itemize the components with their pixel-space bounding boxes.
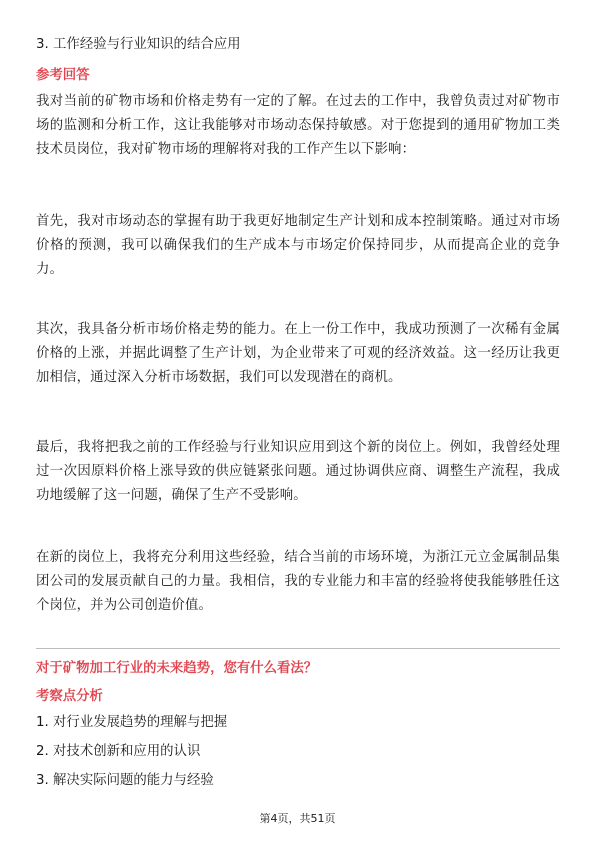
answer-paragraph-1: 我对当前的矿物市场和价格走势有一定的了解。在过去的工作中，我曾负责过对矿物市场的监测和分析工作，这让我能够对市场动态保持敏感。对于您提到的通用矿物加工类技术员岗位，我对矿物市场的理解将对我的工作产生以下影响： [36, 94, 560, 157]
reference-answer-heading: 参考回答 [36, 68, 90, 83]
analysis-item-3: 3. 解决实际问题的能力与经验 [36, 773, 214, 788]
question-title: 对于矿物加工行业的未来趋势，您有什么看法？ [36, 661, 318, 676]
answer-paragraph-5: 在新的岗位上，我将充分利用这些经验，结合当前的市场环境，为浙江元立金属制品集团公司的发展贡献自己的力量。我相信，我的专业能力和丰富的经验将使我能够胜任这个岗位，并为公司创造价值。 [36, 550, 560, 613]
analysis-heading: 考察点分析 [36, 689, 103, 704]
section-divider [36, 648, 560, 649]
analysis-item-1: 1. 对行业发展趋势的理解与把握 [36, 715, 228, 730]
analysis-item-2: 2. 对技术创新和应用的认识 [36, 744, 201, 759]
page-footer: 第4页，共51页 [259, 812, 336, 825]
answer-paragraph-2: 首先，我对市场动态的掌握有助于我更好地制定生产计划和成本控制策略。通过对市场价格的预测，我可以确保我们的生产成本与市场定价保持同步，从而提高企业的竞争力。 [36, 214, 560, 277]
point-item-3: 3. 工作经验与行业知识的结合应用 [36, 37, 241, 52]
answer-paragraph-4: 最后，我将把我之前的工作经验与行业知识应用到这个新的岗位上。例如，我曾经处理过一次因原料价格上涨导致的供应链紧张问题。通过协调供应商、调整生产流程，我成功地缓解了这一问题，确保了生产不受影响。 [36, 440, 560, 503]
answer-paragraph-3: 其次，我具备分析市场价格走势的能力。在上一份工作中，我成功预测了一次稀有金属价格的上涨，并据此调整了生产计划，为企业带来了可观的经济效益。这一经历让我更加相信，通过深入分析市场数据，我们可以发现潜在的商机。 [36, 322, 560, 385]
